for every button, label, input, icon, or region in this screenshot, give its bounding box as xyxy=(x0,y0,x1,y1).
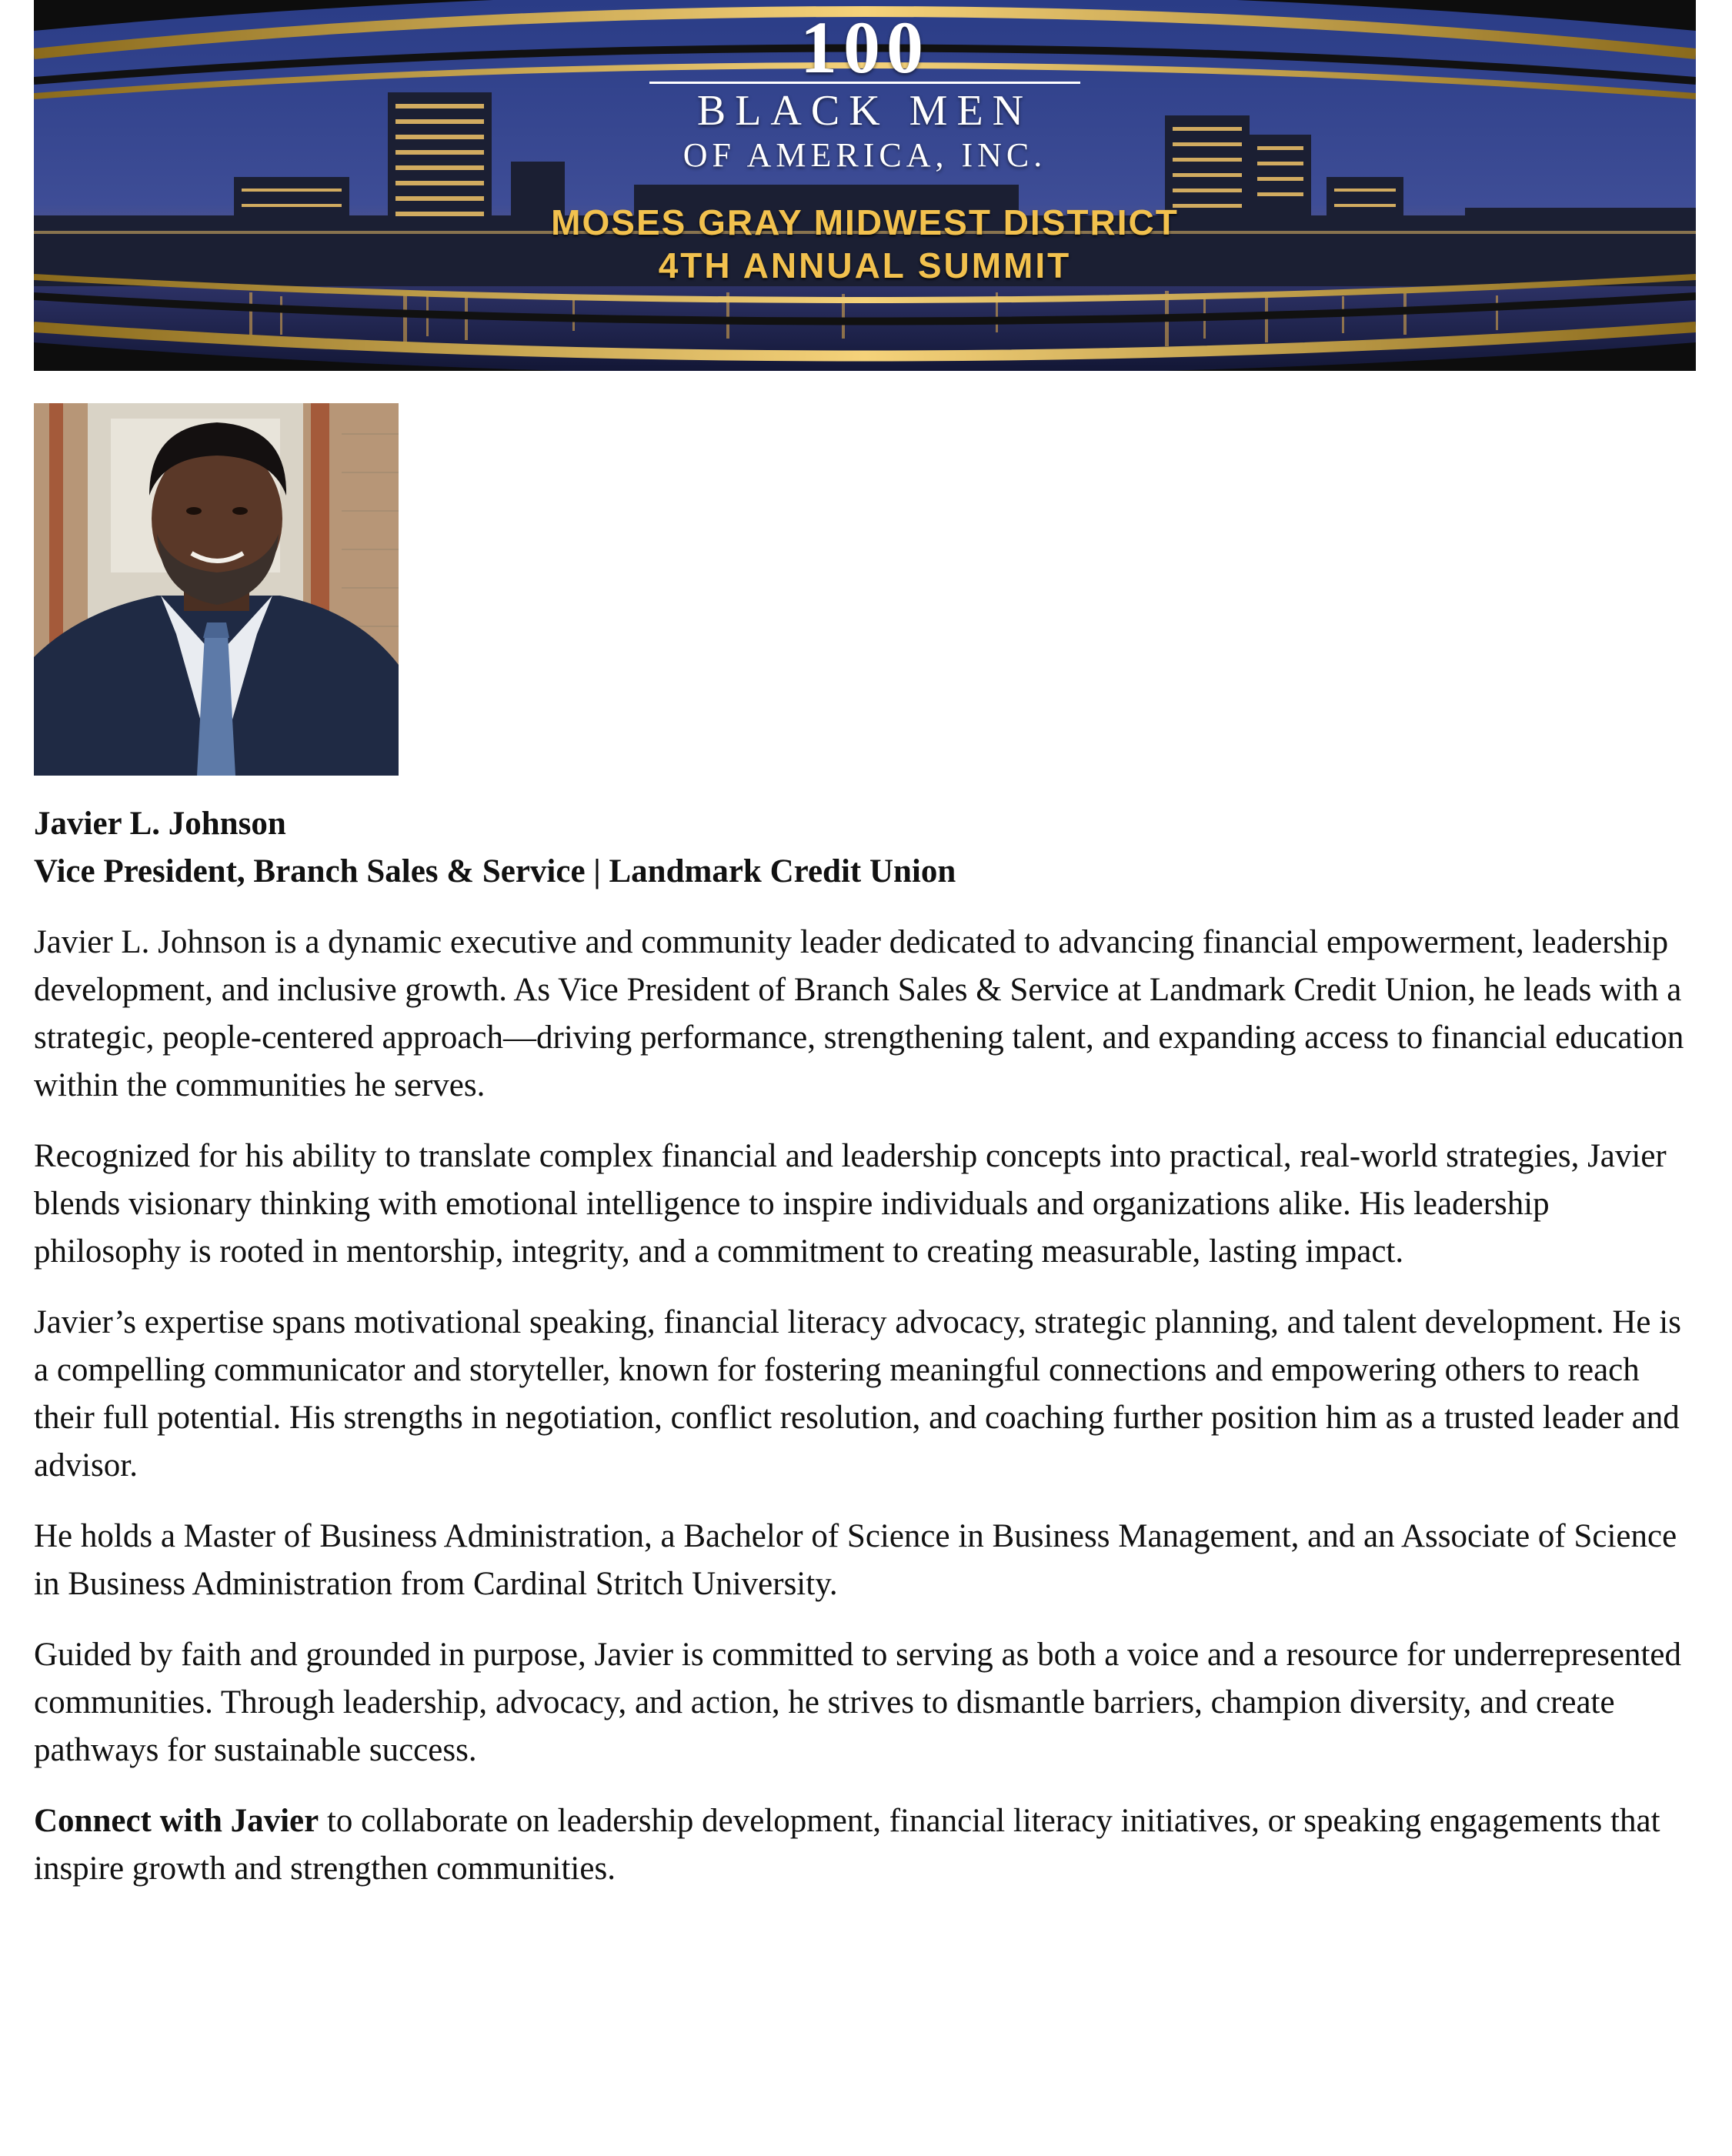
bio-paragraph: Recognized for his ability to translate complex financial and leadership concepts into practical, real-world strategies, Javier blends visionary thinking with emotional intelligence to inspire individuals and organizations alike. His leadership philosophy is rooted in mentorship, integrity, and a commitment to creating measurable, lasting impact. xyxy=(34,1138,1667,1270)
headshot-photo xyxy=(34,403,399,776)
closing-text: to collaborate on leadership development, financial literacy initiatives, or speaking engagements that inspire growth and strengthen communities. xyxy=(34,1803,1660,1887)
closing-paragraph xyxy=(34,1797,1704,1893)
bio-paragraph: He holds a Master of Business Administration, a Bachelor of Science in Business Management, and an Associate of Science in Business Administration from Cardinal Stritch University. xyxy=(34,1518,1677,1602)
closing-lead: Connect with Javier xyxy=(34,1803,319,1839)
speaker-title: Vice President, Branch Sales & Service | Landmark Credit Union xyxy=(34,853,956,889)
event-banner xyxy=(34,0,1696,371)
banner-org-line2: OF AMERICA, INC. xyxy=(682,136,1047,174)
banner-org-line1: BLACK MEN xyxy=(696,87,1033,135)
bio-paragraph: Javier L. Johnson is a dynamic executive and community leader dedicated to advancing financial empowerment, leadership development, and inclusive growth. As Vice President of Branch Sales & Service at Landmark Credit Union, he leads with a strategic, people-centered approach—driving performance, strengthening talent, and expanding access to financial education within the communities he serves. xyxy=(34,924,1684,1103)
bio-paragraph: Guided by faith and grounded in purpose, Javier is committed to serving as both a voice and a resource for underrepresented communities. Through leadership, advocacy, and action, he strives to dismantle barriers, champion diversity, and create pathways for sustainable success. xyxy=(34,1637,1681,1768)
banner-number: 100 xyxy=(800,6,929,88)
bio-paragraph: Javier’s expertise spans motivational speaking, financial literacy advocacy, strategic planning, and talent development. He is a compelling communicator and storyteller, known for fostering meaningful connections and empowering others to reach their full potential. His strengths in negotiation, conflict resolution, and coaching further position him as a trusted leader and advisor. xyxy=(34,1304,1681,1484)
speaker-name: Javier L. Johnson xyxy=(34,806,286,842)
banner-event-line1: MOSES GRAY MIDWEST DISTRICT xyxy=(551,202,1179,242)
banner-event-line2: 4TH ANNUAL SUMMIT xyxy=(658,245,1072,285)
speaker-bio xyxy=(34,800,1704,1893)
